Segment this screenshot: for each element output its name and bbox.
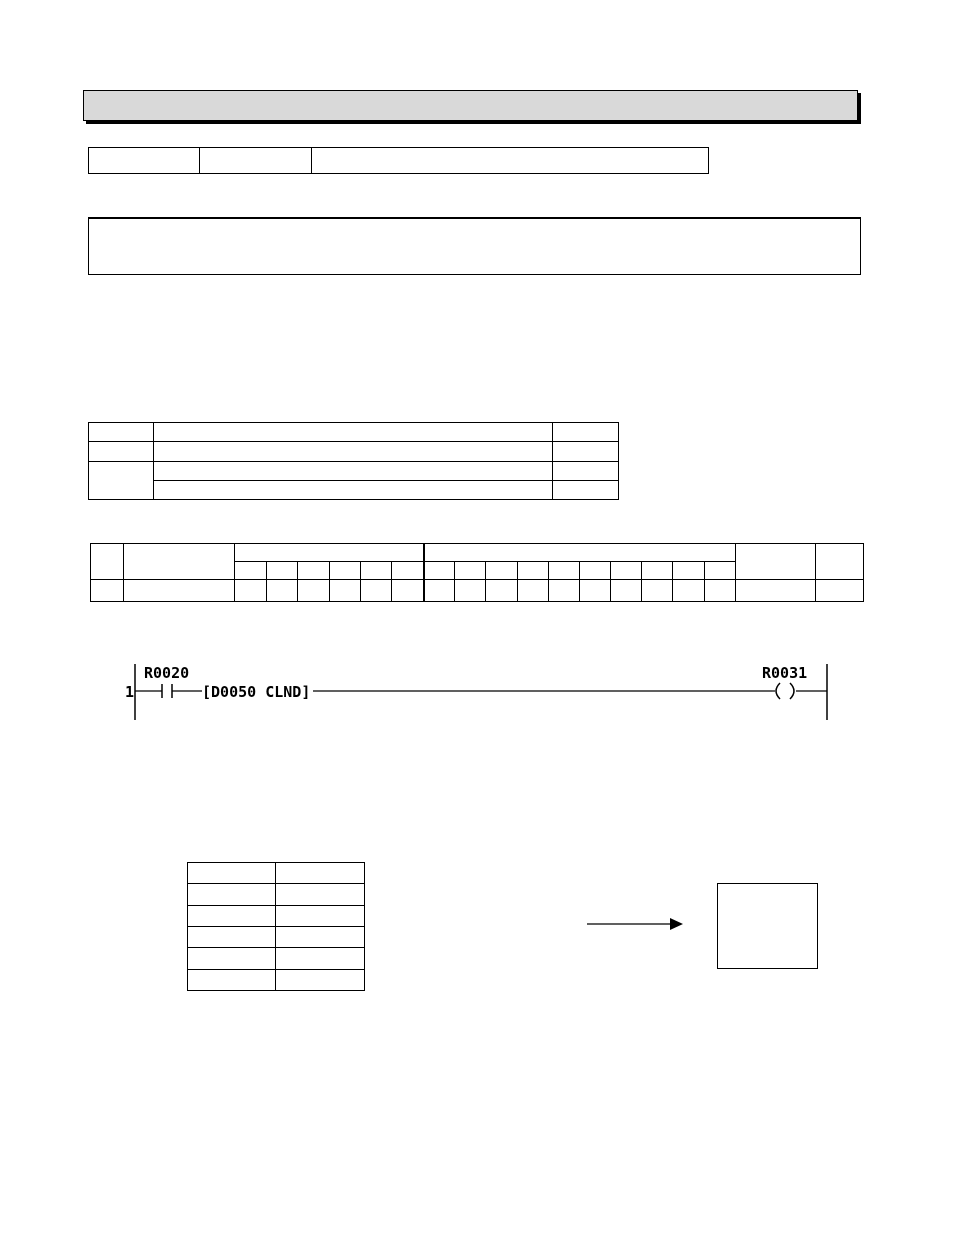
table-cell	[455, 580, 486, 602]
table-row	[188, 969, 365, 990]
table-cell	[235, 580, 267, 602]
table-header-group-a	[235, 544, 424, 562]
table-cell	[424, 580, 455, 602]
table-cell	[553, 480, 619, 499]
info-cell-3	[312, 148, 709, 174]
table-row	[188, 948, 365, 969]
section-title-bar	[83, 90, 858, 121]
table-cell	[124, 580, 235, 602]
table-row	[188, 905, 365, 926]
table-cell	[91, 580, 124, 602]
table-row	[188, 884, 365, 905]
table-cell	[424, 562, 455, 580]
table-header-cell	[736, 544, 816, 580]
table-cell	[611, 580, 642, 602]
table-cell	[188, 948, 276, 969]
table-row	[91, 580, 864, 602]
table-cell	[611, 562, 642, 580]
table-cell	[298, 562, 330, 580]
info-cell-1	[89, 148, 200, 174]
table-row	[89, 480, 619, 499]
arrow-right-icon	[586, 914, 686, 934]
table-cell	[267, 562, 298, 580]
table-cell	[235, 562, 267, 580]
table-header-cell	[816, 544, 864, 580]
table-cell	[330, 580, 361, 602]
table-cell	[518, 580, 549, 602]
table-cell	[188, 863, 276, 884]
table-cell	[188, 926, 276, 947]
table-header-cell	[91, 544, 124, 580]
instruction-block: [D0050 CLND]	[202, 683, 311, 701]
table-cell	[276, 905, 365, 926]
table-cell	[276, 884, 365, 905]
table-cell	[549, 562, 580, 580]
table-cell	[392, 580, 424, 602]
info-cell-2	[200, 148, 312, 174]
table-cell	[486, 580, 518, 602]
table-row	[188, 926, 365, 947]
table-cell	[188, 884, 276, 905]
table-cell	[298, 580, 330, 602]
table-row	[188, 863, 365, 884]
table-cell	[154, 442, 553, 461]
table-cell	[580, 580, 611, 602]
coil-address: R0031	[762, 664, 808, 682]
table-row	[89, 423, 619, 442]
table-cell	[188, 969, 276, 990]
table-cell	[705, 562, 736, 580]
table-cell	[330, 562, 361, 580]
table-cell	[673, 580, 705, 602]
table-cell	[154, 461, 553, 480]
table-cell	[276, 863, 365, 884]
table-row	[89, 461, 619, 480]
table-cell	[188, 905, 276, 926]
table-cell	[642, 562, 673, 580]
table-cell	[276, 948, 365, 969]
table-cell	[89, 442, 154, 461]
table-cell	[392, 562, 424, 580]
table-cell	[553, 423, 619, 442]
result-box	[717, 883, 818, 969]
table-header-cell	[124, 544, 235, 580]
table-row	[91, 544, 864, 562]
table-cell	[736, 580, 816, 602]
table-cell	[89, 423, 154, 442]
table-cell	[518, 562, 549, 580]
table-cell	[154, 480, 553, 499]
contact-icon	[162, 684, 172, 698]
table-cell	[267, 580, 298, 602]
table-cell	[154, 423, 553, 442]
table-header-group-b	[424, 544, 736, 562]
ladder-diagram	[120, 658, 840, 728]
coil-icon	[776, 683, 794, 699]
table-cell	[553, 442, 619, 461]
data-table	[187, 862, 365, 991]
table-cell	[455, 562, 486, 580]
contact-address: R0020	[144, 664, 190, 682]
table-cell	[705, 580, 736, 602]
flag-table	[90, 543, 864, 602]
table-cell	[642, 580, 673, 602]
table-cell	[276, 926, 365, 947]
table-cell	[276, 969, 365, 990]
instruction-info-row	[88, 147, 709, 174]
table-cell	[553, 461, 619, 480]
table-row	[89, 442, 619, 461]
table-cell	[816, 580, 864, 602]
table-cell	[486, 562, 518, 580]
operand-table	[88, 422, 619, 500]
rung-number: 1	[125, 683, 135, 701]
table-cell	[361, 580, 392, 602]
description-box	[88, 217, 861, 275]
table-cell	[361, 562, 392, 580]
table-cell	[549, 580, 580, 602]
table-cell	[580, 562, 611, 580]
table-cell	[89, 461, 154, 500]
table-cell	[673, 562, 705, 580]
